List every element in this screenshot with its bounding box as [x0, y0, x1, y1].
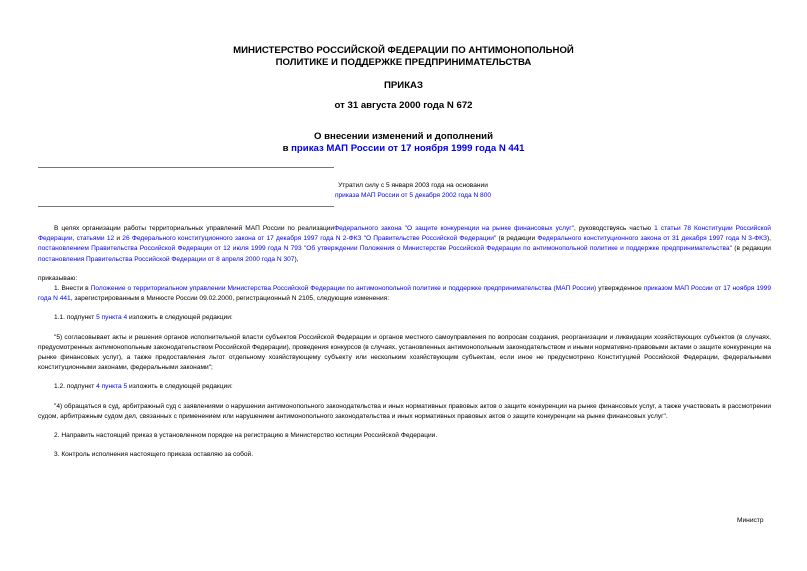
- divider-top: [38, 167, 334, 168]
- text: , зарегистрированным в Минюсте России 09.02.2000, регистрационный N 2105, следующие изменения:: [70, 295, 390, 303]
- text: (в редакции: [496, 235, 538, 243]
- text: 1.1. подпункт: [54, 314, 97, 322]
- quote-2: "4) обращаться в суд, арбитражный суд с заявлениями о нарушении антимонопольного законодательства и иных нормативных правовых актов о защите конкуренции на рынке финансовых услуг, а также участвовать в рассмотрении судом, арбитражным судом дел, связанных с применением или нарушением антимонопольного законодательства и иных нормативных правовых актов о защите конкуренции на рынке финансовых услуг".: [38, 402, 771, 420]
- subject-prefix: в: [282, 143, 292, 154]
- link-decree-793[interactable]: постановлением Правительства Российской Федерации от 12 июля 1999 года N 793 "Об утверждении Положения о Министерстве Российской Федерации по антимонопольной политике и поддержке предпринимательства": [38, 245, 732, 253]
- text: изложить в следующей редакции:: [127, 314, 233, 322]
- lost-force-note: [313, 181, 513, 201]
- quote-1: "5) согласовывает акты и решения органов исполнительной власти субъектов Российской Федерации и органов местного самоуправления по вопросам создания, реорганизации и ликвидации хозяйствующих субъектов (в случаях, предусмотренных антимонопольным законодательством Российской Федерации), проведения конкурсов (в случаях, установленных антимонопольным законодательством и иными нормативно-правовыми актами о защите конкуренции на рынке финансовых услуг), а также предоставления льгот отдельному хозяйствующему субъекту или нескольким хозяйствующим субъектам, если иное не предусмотрено Конституцией Российской Федерации, федеральными конституционными законами, федеральными законами";: [38, 333, 771, 372]
- item-1: [38, 284, 771, 304]
- text: ,: [72, 235, 77, 243]
- text: и: [114, 235, 123, 243]
- text: изложить в следующей редакции:: [127, 383, 233, 391]
- link-order-441-body[interactable]: приказом МАП России от 17 ноября 1999 года N 441: [38, 285, 771, 303]
- link-fkz-3[interactable]: Федерального конституционного закона от 31 декабря 1997 года N 3-ФКЗ: [537, 235, 767, 243]
- ministry-line-2: ПОЛИТИКЕ И ПОДДЕРЖКЕ ПРЕДПРИНИМАТЕЛЬСТВА: [275, 57, 532, 68]
- link-articles-12[interactable]: статьями 12: [76, 235, 115, 243]
- ministry-line-1: МИНИСТЕРСТВО РОССИЙСКОЙ ФЕДЕРАЦИИ ПО АНТИМОНОПОЛЬНОЙ: [233, 45, 574, 56]
- link-order-441[interactable]: приказ МАП России от 17 ноября 1999 года N 441: [291, 143, 525, 154]
- ministry-title: [0, 45, 807, 69]
- text: 1. Внести в: [54, 285, 91, 293]
- order-word: приказываю:: [38, 274, 78, 282]
- link-regulation[interactable]: Положение о территориальном управлении Министерства Российской Федерации по антимонопольной политике и поддержке предпринимательства (МАП России): [90, 285, 597, 293]
- divider-bottom: [38, 206, 334, 207]
- subject-line-1: О внесении изменений и дополнений: [314, 131, 493, 142]
- link-fkz-government[interactable]: 26 Федерального конституционного закона от 17 декабря 1997 года N 2-ФКЗ "О Правительстве Российской Федерации": [122, 235, 497, 243]
- doc-date: от 31 августа 2000 года N 672: [334, 100, 473, 111]
- text: В целях организации работы территориальных управлений МАП России по реализации: [54, 225, 335, 232]
- signature: Министр: [737, 517, 764, 524]
- doc-subject: [0, 131, 807, 155]
- link-fz-finance[interactable]: Федерального закона "О защите конкуренции на рынке финансовых услуг": [334, 225, 574, 232]
- text: утвержденное: [596, 285, 644, 293]
- item-1-1: [38, 313, 771, 323]
- doc-type: ПРИКАЗ: [384, 80, 423, 91]
- link-constitution[interactable]: 1 статьи 78 Конституции Российской Федерации: [38, 225, 771, 243]
- link-decree-307[interactable]: постановления Правительства Российской Федерации от 8 апреля 2000 года N 307: [38, 255, 295, 263]
- preamble-paragraph: [38, 224, 771, 265]
- link-subpoint-5-point-4[interactable]: 5 пункта 4: [96, 314, 128, 322]
- item-2: 2. Направить настоящий приказ в установленном порядке на регистрацию в Министерство юстиции Российской Федерации.: [54, 432, 438, 440]
- text: (в редакции: [731, 245, 771, 253]
- lost-force-text: Утратил силу с 5 января 2003 года на основании: [338, 182, 488, 189]
- item-1-2: [38, 382, 771, 392]
- link-order-800[interactable]: приказа МАП России от 5 декабря 2002 года N 800: [334, 192, 492, 199]
- item-3: 3. Контроль исполнения настоящего приказа оставляю за собой.: [54, 451, 254, 459]
- subject-line-2: [0, 143, 807, 155]
- text: , руководствуясь частью: [574, 225, 655, 232]
- document-body: [38, 224, 771, 460]
- text: ),: [766, 235, 771, 243]
- text: ),: [294, 255, 299, 263]
- text: 1.2. подпункт: [54, 383, 97, 391]
- link-subpoint-4-point-5[interactable]: 4 пункта 5: [96, 383, 128, 391]
